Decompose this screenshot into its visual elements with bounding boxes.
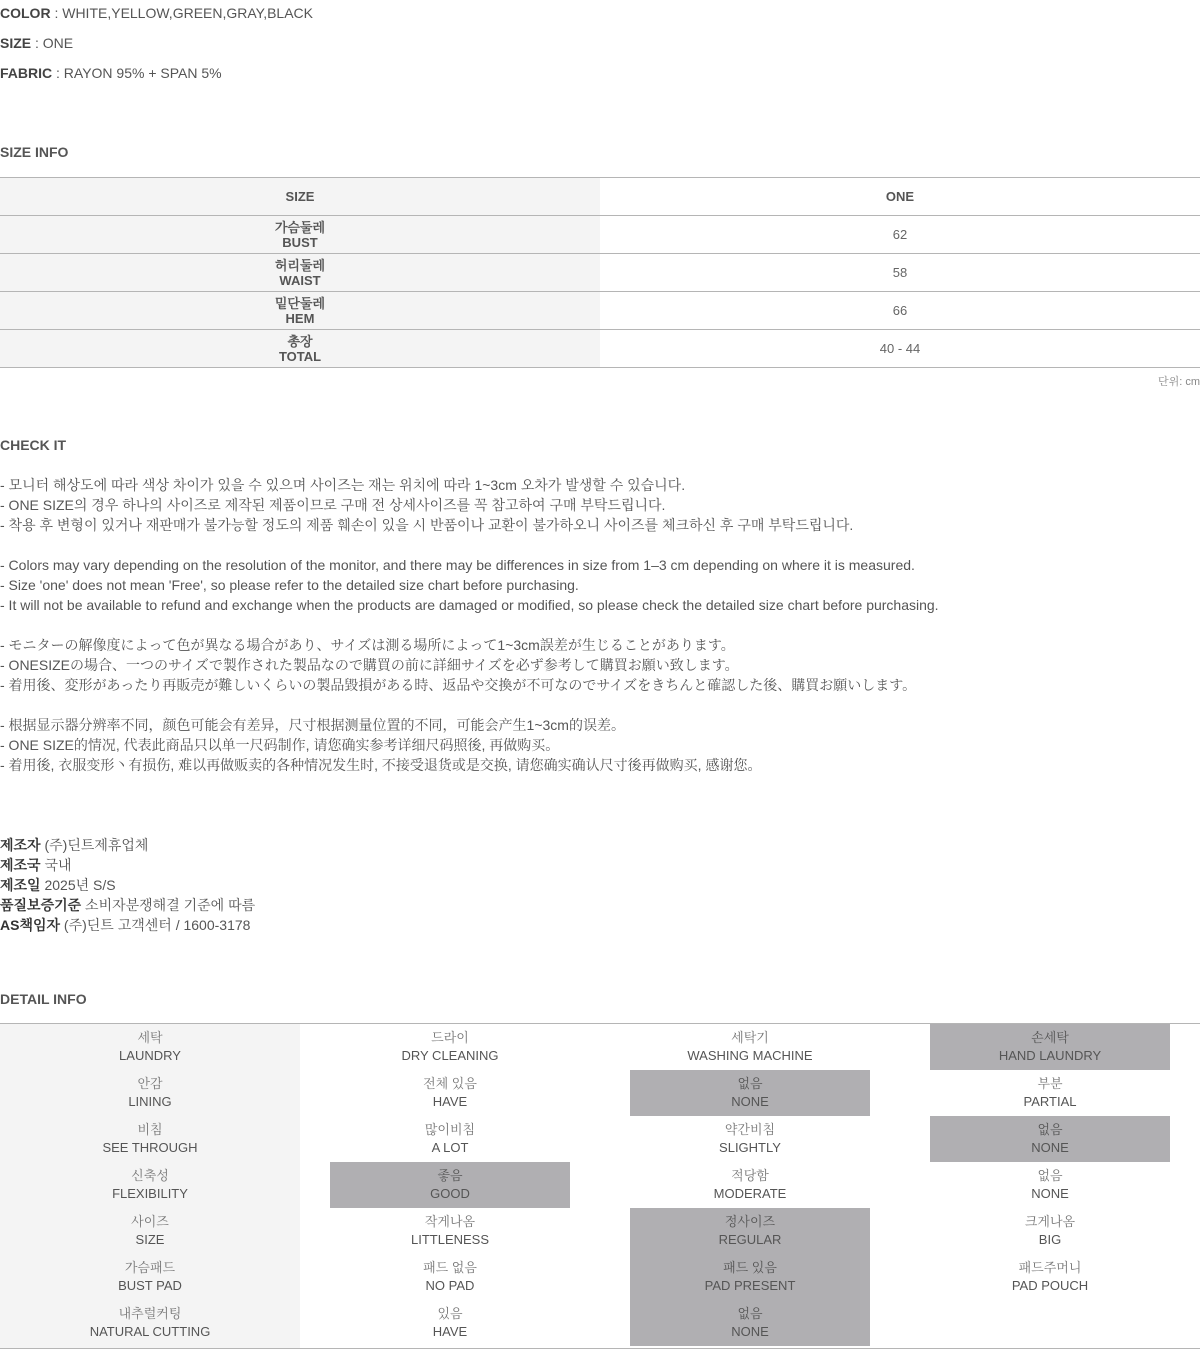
- detail-en-label: NONE: [731, 1094, 769, 1109]
- detail-ko-label: 내추럴커팅: [118, 1306, 182, 1321]
- size-header-label: SIZE: [0, 178, 600, 216]
- detail-ko-label: 없음: [1037, 1122, 1063, 1137]
- size-row-label: [0, 292, 600, 330]
- maker-value: 2025년 S/S: [40, 877, 116, 893]
- size-row-en: BUST: [282, 234, 318, 250]
- check-it-zh: [0, 715, 761, 775]
- detail-option-selected: [630, 1070, 870, 1116]
- detail-ko-label: 약간비침: [724, 1122, 776, 1137]
- detail-ko-label: 좋음: [437, 1168, 463, 1183]
- size-row-ko: 밑단둘레: [274, 295, 326, 311]
- detail-en-label: SIZE: [135, 1232, 165, 1247]
- detail-ko-label: 패드 있음: [723, 1260, 777, 1275]
- detail-option-selected: [930, 1116, 1170, 1162]
- detail-option: [930, 1070, 1170, 1116]
- check-line: - 착용 후 변형이 있거나 재판매가 불가능할 정도의 제품 훼손이 있을 시 반품이나 교환이 불가하오니 사이즈를 체크하신 후 구매 부탁드립니다.: [0, 517, 854, 533]
- detail-ko-label: 안감: [137, 1076, 163, 1091]
- table-row: [0, 216, 1200, 254]
- maker-label: AS책임자: [0, 917, 61, 933]
- size-header-value: ONE: [600, 178, 1200, 216]
- detail-option: [330, 1254, 570, 1300]
- detail-option: [330, 1024, 570, 1070]
- detail-ko-label: 부분: [1037, 1076, 1063, 1091]
- size-row-en: HEM: [285, 310, 315, 326]
- detail-ko-label: 사이즈: [131, 1214, 169, 1229]
- detail-en-label: NONE: [731, 1324, 769, 1339]
- detail-category: [30, 1208, 270, 1254]
- table-row: [0, 330, 1200, 368]
- detail-en-label: A LOT: [431, 1140, 469, 1155]
- detail-category: [30, 1070, 270, 1116]
- detail-ko-label: 패드주머니: [1018, 1260, 1082, 1275]
- size-row-value: 40 - 44: [600, 330, 1200, 368]
- detail-ko-label: 정사이즈: [724, 1214, 776, 1229]
- check-line: - Size 'one' does not mean 'Free', so please refer to the detailed size chart before purchasing.: [0, 577, 579, 593]
- detail-ko-label: 크게나옴: [1024, 1214, 1076, 1229]
- detail-category: [30, 1254, 270, 1300]
- size-row-value: 66: [600, 292, 1200, 330]
- size-info-title: SIZE INFO: [0, 144, 69, 160]
- size-row-ko: 총장: [287, 333, 313, 349]
- size-row-value: 58: [600, 254, 1200, 292]
- size-table-header: [0, 178, 1200, 216]
- detail-en-label: REGULAR: [718, 1232, 782, 1247]
- detail-ko-label: 드라이: [431, 1030, 469, 1045]
- detail-option-selected: [630, 1208, 870, 1254]
- detail-en-label: BIG: [1038, 1232, 1062, 1247]
- detail-option: [330, 1070, 570, 1116]
- detail-option: [630, 1162, 870, 1208]
- unit-note: 단위: cm: [1157, 376, 1200, 388]
- detail-ko-label: 없음: [1037, 1168, 1063, 1183]
- detail-en-label: MODERATE: [713, 1186, 787, 1201]
- detail-option: [330, 1116, 570, 1162]
- detail-en-label: HAVE: [432, 1094, 468, 1109]
- check-line: - Colors may vary depending on the resolution of the monitor, and there may be differences in size from 1–3 cm depending on where it is measured.: [0, 557, 915, 573]
- detail-option: [930, 1300, 1170, 1346]
- detail-option: [930, 1208, 1170, 1254]
- spec-color-value: : WHITE,YELLOW,GREEN,GRAY,BLACK: [50, 5, 314, 21]
- spec-color-label: COLOR: [0, 5, 51, 21]
- maker-label: 제조국: [0, 857, 41, 873]
- detail-option: [930, 1162, 1170, 1208]
- detail-option: [630, 1024, 870, 1070]
- size-row-en: TOTAL: [278, 348, 322, 364]
- detail-en-label: FLEXIBILITY: [112, 1186, 188, 1201]
- detail-en-label: BUST PAD: [118, 1278, 182, 1293]
- check-it-ko: [0, 475, 853, 535]
- maker-value: 국내: [40, 857, 72, 873]
- spec-fabric: [0, 65, 222, 81]
- check-line: - 根据显示器分辨率不同，颜色可能会有差异，尺寸根据测量位置的不同，可能会产生1~3cm的误差。: [0, 717, 625, 733]
- detail-ko-label: 비침: [137, 1122, 163, 1137]
- detail-en-label: PAD POUCH: [1011, 1278, 1089, 1293]
- maker-value: (주)딘트제휴업체: [40, 837, 149, 853]
- detail-en-label: PAD PRESENT: [704, 1278, 796, 1293]
- detail-en-label: HAND LAUNDRY: [998, 1048, 1102, 1063]
- check-line: - ONESIZEの場合、一つのサイズで製作された製品なので購買の前に詳細サイズを必ず参考して購買お願い致します。: [0, 657, 739, 673]
- maker-label: 제조일: [0, 877, 41, 893]
- maker-info: [0, 835, 255, 935]
- size-row-label: [0, 216, 600, 254]
- check-it-ja: [0, 635, 916, 695]
- detail-category: [30, 1300, 270, 1346]
- detail-ko-label: 신축성: [131, 1168, 169, 1183]
- maker-row: [0, 835, 255, 855]
- detail-en-label: NATURAL CUTTING: [89, 1324, 211, 1339]
- maker-row: [0, 875, 255, 895]
- detail-option: [630, 1116, 870, 1162]
- detail-en-label: SEE THROUGH: [102, 1140, 198, 1155]
- maker-value: (주)딘트 고객센터 / 1600-3178: [60, 917, 251, 933]
- detail-option-selected: [930, 1024, 1170, 1070]
- spec-color: [0, 5, 313, 21]
- check-it-title: CHECK IT: [0, 437, 67, 453]
- check-line: - 着用後、変形があったり再販売が難しいくらいの製品毀損がある時、返品や交換が不可なのでサイズをきちんと確認した後、購買お願いします。: [0, 677, 917, 693]
- check-line: - ONE SIZE의 경우 하나의 사이즈로 제작된 제품이므로 구매 전 상세사이즈를 꼭 참고하여 구매 부탁드립니다.: [0, 497, 666, 513]
- check-line: - It will not be available to refund and exchange when the products are damaged or modified, so please check the detailed size chart before purchasing.: [0, 597, 939, 613]
- spec-size-label: SIZE: [0, 35, 32, 51]
- detail-en-label: GOOD: [430, 1186, 470, 1201]
- detail-ko-label: 없음: [737, 1306, 763, 1321]
- detail-en-label: SLIGHTLY: [719, 1140, 781, 1155]
- detail-ko-label: 세탁기: [731, 1030, 769, 1045]
- maker-row: [0, 915, 255, 935]
- size-table: [0, 177, 1200, 368]
- detail-en-label: NONE: [1031, 1186, 1069, 1201]
- detail-category: [30, 1116, 270, 1162]
- spec-size-value: : ONE: [31, 35, 74, 51]
- detail-option-selected: [630, 1300, 870, 1346]
- size-row-ko: 허리둘레: [274, 257, 326, 273]
- check-it-en: [0, 555, 939, 615]
- detail-en-label: HAVE: [432, 1324, 468, 1339]
- detail-en-label: LITTLENESS: [410, 1232, 490, 1247]
- check-line: - 着用後, 衣服变形丶有损伤, 难以再做贩卖的各种情况发生时, 不接受退货或是交换, 请您确实确认尺寸後再做购买, 感谢您。: [0, 757, 762, 773]
- detail-ko-label: 패드 없음: [423, 1260, 477, 1275]
- check-line: - モニターの解像度によって色が異なる場合があり、サイズは測る場所によって1~3cm誤差が生じることがあります。: [0, 637, 735, 653]
- maker-label: 제조자: [0, 837, 41, 853]
- detail-category: [30, 1162, 270, 1208]
- maker-row: [0, 855, 255, 875]
- size-row-label: [0, 254, 600, 292]
- maker-label: 품질보증기준: [0, 897, 82, 913]
- detail-info-title: DETAIL INFO: [0, 991, 87, 1007]
- size-row-en: WAIST: [279, 272, 321, 288]
- table-row: [0, 254, 1200, 292]
- detail-option-selected: [330, 1162, 570, 1208]
- detail-ko-label: 적당함: [731, 1168, 769, 1183]
- detail-ko-label: 작게나옴: [424, 1214, 476, 1229]
- maker-row: [0, 895, 255, 915]
- detail-en-label: WASHING MACHINE: [687, 1048, 813, 1063]
- detail-option: [930, 1254, 1170, 1300]
- detail-ko-label: 가슴패드: [124, 1260, 176, 1275]
- size-row-ko: 가슴둘레: [274, 219, 326, 235]
- detail-en-label: LINING: [128, 1094, 172, 1109]
- detail-grid: [0, 1023, 1200, 1349]
- table-row: [0, 292, 1200, 330]
- size-row-label: [0, 330, 600, 368]
- detail-en-label: NONE: [1031, 1140, 1069, 1155]
- detail-ko-label: 세탁: [137, 1030, 163, 1045]
- detail-ko-label: 없음: [737, 1076, 763, 1091]
- detail-ko-label: 전체 있음: [423, 1076, 477, 1091]
- check-line: - 모니터 해상도에 따라 색상 차이가 있을 수 있으며 사이즈는 재는 위치에 따라 1~3cm 오차가 발생할 수 있습니다.: [0, 477, 686, 493]
- spec-size: [0, 35, 73, 51]
- detail-ko-label: 있음: [437, 1306, 463, 1321]
- detail-en-label: PARTIAL: [1023, 1094, 1077, 1109]
- detail-ko-label: 손세탁: [1031, 1030, 1069, 1045]
- detail-category: [30, 1024, 270, 1070]
- size-row-value: 62: [600, 216, 1200, 254]
- detail-ko-label: 많이비침: [424, 1122, 476, 1137]
- spec-fabric-label: FABRIC: [0, 65, 53, 81]
- check-line: - ONE SIZE的情况, 代表此商品只以单一尺码制作, 请您确实参考详细尺码照後, 再做购买。: [0, 737, 560, 753]
- spec-fabric-value: : RAYON 95% + SPAN 5%: [52, 65, 222, 81]
- detail-en-label: DRY CLEANING: [401, 1048, 499, 1063]
- detail-option: [330, 1300, 570, 1346]
- detail-option: [330, 1208, 570, 1254]
- detail-en-label: NO PAD: [425, 1278, 475, 1293]
- maker-value: 소비자분쟁해결 기준에 따름: [81, 897, 256, 913]
- detail-en-label: LAUNDRY: [119, 1048, 181, 1063]
- detail-option-selected: [630, 1254, 870, 1300]
